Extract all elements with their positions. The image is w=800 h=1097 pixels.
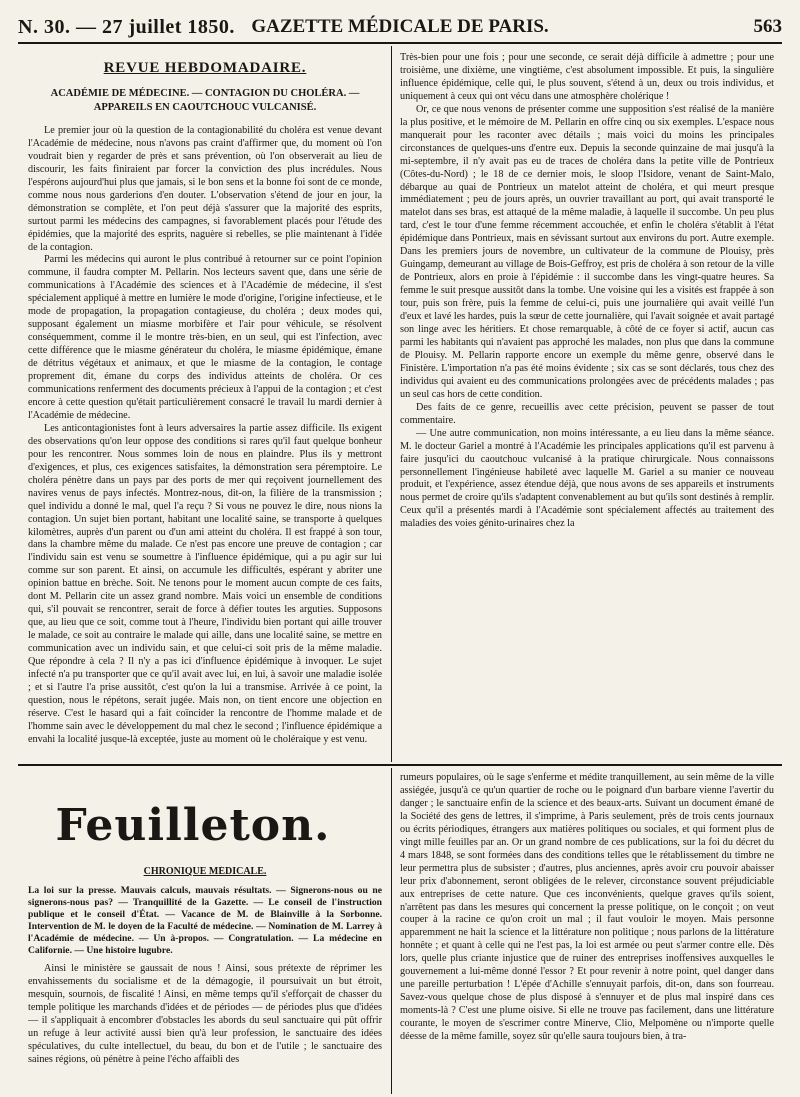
page-header [18, 14, 782, 38]
revue-subtitle: ACADÉMIE DE MÉDECINE. — CONTAGION DU CHOLÉRA. — APPAREILS EN CAOUTCHOUC VULCANISÉ. [50, 87, 360, 113]
feuilleton-column-right [400, 772, 774, 1092]
revue-title: REVUE HEBDOMADAIRE. [103, 60, 307, 76]
feuilleton-summary [28, 885, 382, 957]
issue-date: N. 30. — 27 juillet 1850. [18, 16, 235, 38]
revue-paragraph: Le premier jour où la question de la contagionabilité du choléra est venue devant l'Académie de médecine, nous n'avons pas craint d'affirmer que, du moment où l'on voudrait bien y regarder de près et sans prévention, où l'on observerait au lieu de discourir, les faits finiraient par forcer la conviction des plus incrédules. Nous l'espérons aujourd'hui plus que jamais, si le bon sens et la bonne foi sont de ce monde, comme nous nous garderions d'en douter. L'observation s'étend de jour en jour, la démonstration se complète, et l'on peut déjà s'assurer que la majorité des esprits, surtout parmi les médecins des campagnes, si favorablement placés pour l'étude des épidémies, que la majorité des esprits, naguère si rebelles, se plie maintenant à l'idée de la contagion. [28, 124, 382, 253]
feuilleton-title: Feuilleton. [55, 800, 331, 851]
header-rule [18, 42, 782, 44]
revue-paragraph-continued: Très-bien pour une fois ; pour une seconde, ce serait déjà difficile à admettre ; pour une troisième, une dixième, une vingtième, c'est absolument impossible. Et puis, la singulière influence épidémique, celle qui, le plus souvent, s'étend à un, deux ou trois individus, et uniquement à ceux qui ont vécu dans une atmosphère cholérique ! [400, 52, 774, 102]
feuilleton-column-left [28, 866, 382, 1092]
column-divider [391, 46, 392, 762]
journal-title: GAZETTE MÉDICALE DE PARIS. [251, 16, 549, 37]
revue-column-left [28, 58, 382, 758]
revue-paragraph: Parmi les médecins qui auront le plus contribué à retourner sur ce point l'opinion commune, il faudra compter M. Pellarin. Nos lecteurs savent que, dans une série de communications à l'Académie des sciences et à l'Académie de médecine, il s'est spécialement appliqué à mettre en lumière le mode d'origine, l'origine infectieuse, et le mode de propagation, la propagation contagieuse, du choléra ; deux modes qui, supposant également un miasme morbifère et l'air pour véhicule, se résolvent conséquemment, comme il le montre très-bien, en un seul, qui est l'infection, avec cette différence que le miasme générateur du choléra, le miasme épidémique, émane de détritus végétaux et animaux, et que le miasme de la contagion, le contage proprement dit, émane du corps des individus atteints de choléra. Or ces communications renferment des documents précieux à l'appui de la contagion ; et c'est encore à cette question qu'était particulièrement consacré le travail lu mardi dernier à l'Académie de médecine. [28, 254, 382, 421]
revue-paragraph: Des faits de ce genre, recueillis avec cette précision, peuvent se passer de tout commentaire. [400, 401, 774, 426]
feuilleton-paragraph: rumeurs populaires, où le sage s'enferme et médite tranquillement, au sein même de la ville assiégée, jusqu'à ce qu'un quartier de roche ou le poignard d'un barbare vienne l'avertir du danger ; le sanctuaire enfin de la science et des beaux-arts. Suivant un document émané de la Société des gens de lettres, il s'imprime, à Paris seulement, près de trois cents journaux ou écrits périodiques, étrangers aux matières politiques ou sociales, et qui forment plus de vingt mille feuilles par an. Or un grand nombre de ces publications, sur la foi du décret du 4 mars 1848, se sont formées dans des conditions telles que le rétablissement du timbre ne leur permettra plus de subsister ; d'autres, plus anciennes, après avoir cru pouvoir abaisser leur prix d'abonnement, seront obligées de le relever, circonstance souvent préjudiciable aux entreprises de cette nature. Que ces inconvénients, quelque graves qu'ils soient, n'arrêtent pas dans les mesures qui concernent la presse politique, on le conçoit ; on veut couper à la racine ce qu'on croit un mal ; il faut vouloir le moyen. Mais personne apparemment ne hait la science et la littérature non politique ; nous parlons de la littérature honnête ; et quant à celle qui ne l'est pas, la loi est armée ou peut s'armer contre elle. Dès lors, quelle plus criante injustice que de ruiner des entreprises inoffensives auxquelles le gouvernement a lui-même donné l'essor ? Et pour revenir à notre point, quel danger dans une pareille perturbation ! L'épée d'Achille s'ennuyait parfois, dit-on, dans son fourreau. Savez-vous quelque chose de plus disposé à s'ennuyer et de plus mal inspiré dans ces moments-là ? C'est une plume oisive. Si elle ne trouve pas facilement, dans une littérature courante, le moyen de s'escrimer contre Minerve, Clio, Melpomène ou n'importe quelle déesse de la même famille, soyez sûr qu'elle saura toujours bien, à tra- [400, 772, 774, 1043]
revue-column-right [400, 52, 774, 758]
feuilleton-rule [18, 764, 782, 766]
feuilleton-summary-text: La loi sur la presse. Mauvais calculs, mauvais résultats. — Signerons-nous ou ne signerons-nous pas? — Tranquillité de la Gazette. — Le conseil de l'instruction publique et le conseil d'État. — Vacance de M. de Blainville à la Sorbonne. Intervention de M. le doyen de la Faculté de médecine. — Nomination de M. Larrey à l'Académie de médecine. — Un à-propos. — Congratulation. — La médecine en Californie. — Une histoire lugubre. [28, 884, 382, 956]
revue-paragraph: Les anticontagionistes font à leurs adversaires la partie assez difficile. Ils exigent des observations qu'on leur oppose des conditions si rares qu'il faut quelque bonheur pour les rencontrer. Nous sommes loin de nous en plaindre. Plus ils y mettront d'exigences, et plus, ces exigences satisfaites, la démonstration sera péremptoire. Le choléra pénètre dans un pays par des ports de mer qui reçoivent journellement des navires venus de pays infectés. Montrez-nous, dit-on, la filière de la transmission ; quel individu a donné le mal, quel l'a reçu ? Si vous ne pouvez le dire, nous nions la contagion. Un sujet bien portant, habitant une localité saine, se transporte à quelques kilomètres, auprès d'un parent ou d'un ami atteint du choléra. Il est frappé à son tour, dans la chambre même du malade. Ce n'est pas encore une preuve de contagion ; car l'individu sain est venu se soumettre à l'influence épidémique, qui a pu agir sur lui comme sur son parent. Et ainsi, on accumule les difficultés, espérant y abriter une opinion battue en brèche. Soit. Ne tenons pour le moment aucun compte de ces faits, dont M. Pellarin cite un assez grand nombre. Mais voici un ensemble de conditions qui, s'il pouvait se rencontrer, serait de force à défier toutes les arguties. Supposons que, au lieu que ce soit, comme tout à l'heure, l'individu bien portant qui aille trouver le malade, ce soit au contraire le malade qui aille, dans une localité saine, se mettre en communication avec un individu sain, et que celui-ci soit pris de la même maladie. Que répondre à cela ? Il n'y a pas ici d'influence épidémique à invoquer. Le sujet infecté n'a pu transporter que ce qu'il avait avec lui, en lui, à savoir une maladie isolée ; et si l'autre l'a prise aussitôt, c'est qu'on la lui a transmise. Arrivée à ce point, la question, nous le répétons, serait jugée. Mais non, on tient encore une objection en réserve. C'est le hasard qui a fait coïncider la rencontre de l'homme malade et de l'homme sain avec le développement du mal chez le second ; l'influence épidémique a envahi la localité jusque-là exceptée, juste au moment où le choléraique y est venu. [28, 422, 382, 745]
page-number: 563 [753, 16, 782, 37]
revue-paragraph: Or, ce que nous venons de présenter comme une supposition s'est réalisé de la manière la plus positive, et le mémoire de M. Pellarin en offre cinq ou six exemples. L'espace nous manquerait pour les raconter avec détails ; mais voici du moins les principales circonstances de quelques-uns d'entre eux. Depuis la seconde quinzaine de mai jusqu'à la mi-septembre, il n'y avait pas eu de traces de choléra dans la petite ville de Pontrieux (Côtes-du-Nord) ; le 18 de ce dernier mois, le sloop l'Isidore, venant de Saint-Malo, débarque au quai de Pontrieux un matelot atteint de choléra, et qui meurt presque immédiatement ; peu de jours après, un ouvrier travaillant au port, qui avait transporté le matelot dans ses bras, est attaqué de la même maladie, à laquelle il succombe. Un peu plus tard, c'est le tour d'une femme récemment accouchée, et enfin le choléra s'établit à l'état épidémique dans Pontrieux, mais en sévissant surtout aux environs du port. Autre exemple. Dans les premiers jours de novembre, un cultivateur de la commune de Plouisy, près Guingamp, demeurant au village de Bois-Geffroy, est pris de choléra à son retour de la ville de Pontrieux, alors en proie à l'épidémie : il succombe dans les vingt-quatre heures. Sa femme le suit presque aussitôt dans la tombe. Une voisine qui les a visités est frappée à son tour, puis son frère, puis la femme de celui-ci, puis une journalière qui avait veillé l'un d'eux et lavé les hardes, puis la sœur de cette journalière, qui l'avait soignée et avait partagé son linge avec les héritiers. Et chose remarquable, à côté de ce foyer si actif, aucun cas parmi les habitants qui n'avaient pas approché les malades, non plus que dans la commune de Plouisy. M. Pellarin rapporte encore un exemple du même genre, observé dans le Finistère. L'importation n'a pas été moins évidente ; six cas se sont déclarés, tous chez des individus qui avaient eu des communications prolongées avec de précédents malades ; pas un seul cas hors de cette condition. [400, 103, 774, 400]
feuilleton-section: CHRONIQUE MÉDICALE. [143, 866, 267, 877]
feuilleton-divider [391, 768, 392, 1094]
revue-paragraph: — Une autre communication, non moins intéressante, a eu lieu dans la même séance. M. le docteur Gariel a montré à l'Académie les principales applications qu'il est parvenu à faire jusqu'ici du caoutchouc vulcanisé à la pratique chirurgicale. Nous connaissons personnellement l'ingénieuse habileté avec laquelle M. Gariel a su manier ce nouveau produit, et l'expérience, assez étendue déjà, que nous avons de ses appareils et instruments nous permet de croire qu'ils s'adaptent convenablement au but qu'ils sont destinés à remplir. Ceux qu'il a présentés mardi à l'Académie sont spécialement affectés au traitement des maladies des voies génito-urinaires chez la [400, 427, 774, 530]
feuilleton-paragraph: Ainsi le ministère se gaussait de nous ! Ainsi, sous prétexte de réprimer les envahissements du socialisme et de la démagogie, il poursuivait un but étroit, mesquin, sournois, de fiscalité ! Ainsi, en même temps qu'il s'efforçait de chasser du temple politique les marchands d'idées et de périodes — de périodes plus que d'idées — il s'appliquait à encombrer d'obstacles les abords du seul sanctuaire qui pût offrir un refuge à leur activité aussi bien qu'à leur profession, le sanctuaire des idées spéculatives, du culte intellectuel, du beau, du bon et de l'utile ; le sanctuaire des saines régions, où pénètre à peine l'écho affaibli des [28, 962, 382, 1065]
